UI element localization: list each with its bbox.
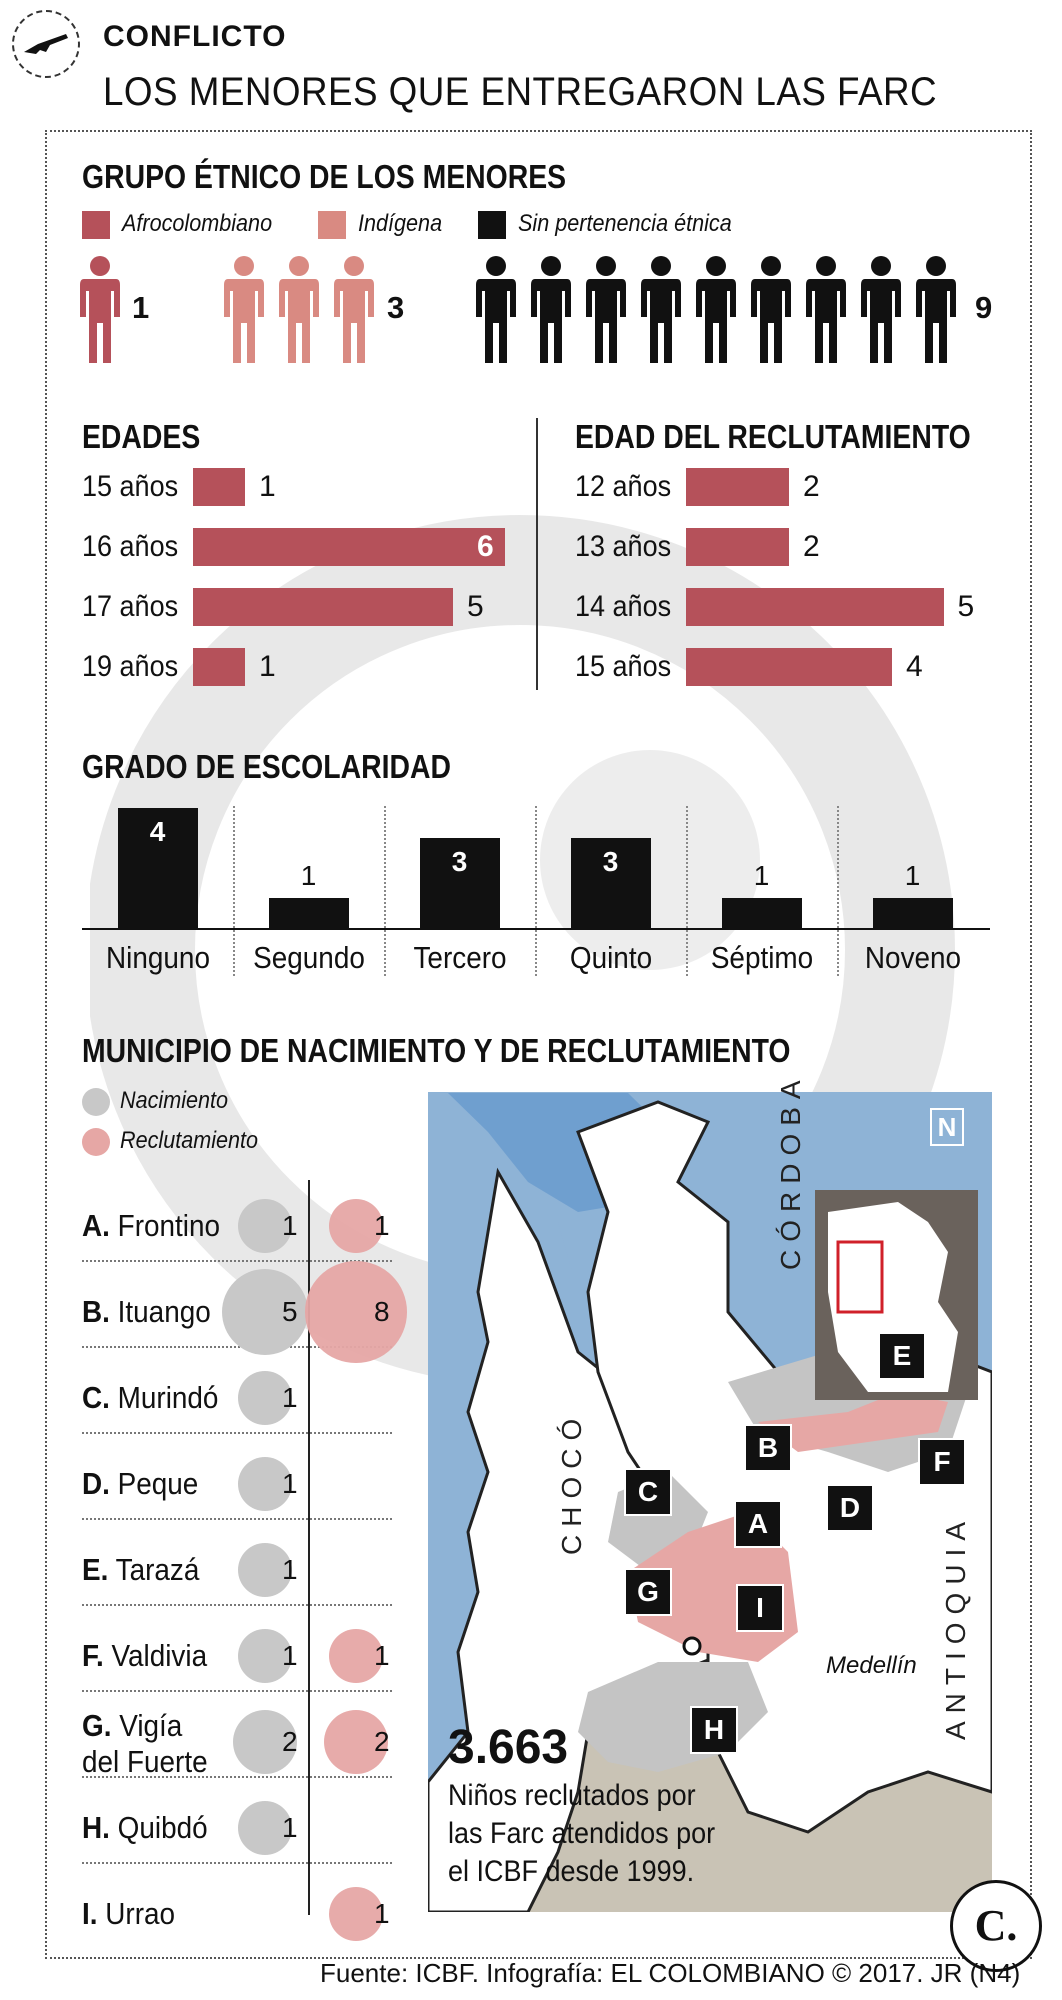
school-separator xyxy=(384,806,386,976)
page-title: LOS MENORES QUE ENTREGARON LAS FARC xyxy=(103,70,938,114)
age-value: 1 xyxy=(259,470,276,503)
person-icon xyxy=(804,255,848,365)
person-icon xyxy=(474,255,518,365)
school-separator xyxy=(233,806,235,976)
map-label-cordoba: CÓRDOBA xyxy=(775,1072,806,1270)
legend-recruit-dot xyxy=(82,1128,110,1156)
recruit-age-title: EDAD DEL RECLUTAMIENTO xyxy=(575,418,971,455)
person-icon xyxy=(584,255,628,365)
recruit-age-value: 2 xyxy=(803,470,820,503)
rifle-icon xyxy=(12,10,80,78)
person-icon xyxy=(749,255,793,365)
school-separator xyxy=(837,806,839,976)
recruit-age-label: 14 años xyxy=(575,590,672,623)
ethnic-count-sin: 9 xyxy=(975,290,993,325)
muni-row-separator xyxy=(82,1776,392,1778)
age-label: 16 años xyxy=(82,530,179,563)
muni-row-separator xyxy=(82,1690,392,1692)
person-icon xyxy=(639,255,683,365)
school-value: 3 xyxy=(602,846,619,877)
birth-count: 5 xyxy=(282,1296,298,1327)
person-icon xyxy=(222,255,266,365)
muni-label: F. Valdivia xyxy=(82,1638,208,1673)
stat-line-2: las Farc atendidos por xyxy=(448,1817,716,1850)
age-value: 6 xyxy=(477,530,494,563)
school-value: 1 xyxy=(300,860,317,891)
person-icon xyxy=(694,255,738,365)
recruit-age-value: 2 xyxy=(803,530,820,563)
stat-number: 3.663 xyxy=(448,1721,569,1774)
school-separator xyxy=(535,806,537,976)
school-category: Ninguno xyxy=(105,940,210,975)
map-marker-h: H xyxy=(690,1706,738,1754)
divider xyxy=(536,418,538,690)
muni-row-separator xyxy=(82,1604,392,1606)
recruit-count: 1 xyxy=(374,1640,390,1671)
birth-count: 1 xyxy=(282,1382,298,1413)
school-title: GRADO DE ESCOLARIDAD xyxy=(82,748,451,785)
muni-row-separator xyxy=(82,1518,392,1520)
birth-count: 2 xyxy=(282,1726,298,1757)
map-marker-d: D xyxy=(826,1484,874,1532)
map-marker-a: A xyxy=(734,1500,782,1548)
legend-swatch-afro xyxy=(82,211,110,239)
school-category: Tercero xyxy=(412,940,507,975)
map-city-label: Medellín xyxy=(826,1652,917,1679)
school-bar xyxy=(873,898,953,928)
recruit-age-bar xyxy=(686,468,789,506)
muni-row-separator xyxy=(82,1862,392,1864)
recruit-age-label: 15 años xyxy=(575,650,672,683)
muni-label: I. Urrao xyxy=(82,1896,176,1931)
school-bar xyxy=(269,898,349,928)
age-bar xyxy=(193,648,245,686)
muni-label: C. Murindó xyxy=(82,1380,219,1415)
map-label-choco: CHOCÓ xyxy=(556,1410,587,1555)
legend-label-afro: Afrocolombiano xyxy=(122,210,273,237)
age-value: 1 xyxy=(259,650,276,683)
person-icon xyxy=(914,255,958,365)
recruit-circle xyxy=(305,1261,407,1363)
school-category: Noveno xyxy=(864,940,961,975)
muni-label: D. Peque xyxy=(82,1466,199,1501)
recruit-count: 2 xyxy=(374,1726,390,1757)
school-separator xyxy=(686,806,688,976)
map-marker-g: G xyxy=(624,1568,672,1616)
age-label: 15 años xyxy=(82,470,179,503)
person-icon xyxy=(529,255,573,365)
person-icon xyxy=(859,255,903,365)
legend-label-sin: Sin pertenencia étnica xyxy=(518,210,732,237)
school-category: Quinto xyxy=(569,940,652,975)
birth-count: 1 xyxy=(282,1812,298,1843)
age-label: 17 años xyxy=(82,590,179,623)
ethnic-title: GRUPO ÉTNICO DE LOS MENORES xyxy=(82,158,567,195)
birth-count: 1 xyxy=(282,1210,298,1241)
recruit-age-bar xyxy=(686,588,944,626)
person-icon xyxy=(332,255,376,365)
age-value: 5 xyxy=(467,590,484,623)
footer-credit: Fuente: ICBF. Infografía: EL COLOMBIANO © 2017. JR (N4) xyxy=(320,1958,1021,1988)
recruit-age-value: 4 xyxy=(906,650,923,683)
legend-birth-label: Nacimiento xyxy=(120,1087,229,1114)
medellin-marker xyxy=(684,1638,700,1654)
school-value: 3 xyxy=(451,846,468,877)
recruit-age-value: 5 xyxy=(957,590,975,623)
muni-label: B. Ituango xyxy=(82,1294,211,1329)
muni-label: H. Quibdó xyxy=(82,1810,208,1845)
age-bar xyxy=(193,528,505,566)
age-label: 19 años xyxy=(82,650,179,683)
map-marker-c: C xyxy=(624,1468,672,1516)
recruit-count: 1 xyxy=(374,1210,390,1241)
legend-swatch-indigena xyxy=(318,211,346,239)
map-marker-f: F xyxy=(918,1438,966,1486)
legend-birth-dot xyxy=(82,1088,110,1116)
stat-line-3: el ICBF desde 1999. xyxy=(448,1855,695,1888)
recruit-count: 1 xyxy=(374,1898,390,1929)
school-bar xyxy=(722,898,802,928)
map-marker-b: B xyxy=(744,1424,792,1472)
ethnic-count-afro: 1 xyxy=(132,290,150,325)
age-bar xyxy=(193,588,453,626)
recruit-age-label: 12 años xyxy=(575,470,672,503)
muni-label: E. Tarazá xyxy=(82,1552,200,1587)
recruit-age-bar xyxy=(686,528,789,566)
school-value: 4 xyxy=(149,816,166,847)
birth-count: 1 xyxy=(282,1554,298,1585)
legend-label-indigena: Indígena xyxy=(358,210,443,237)
muni-label: A. Frontino xyxy=(82,1208,221,1243)
map-marker-i: I xyxy=(736,1584,784,1632)
muni-label: G. Vigía del Fuerte xyxy=(82,1708,208,1779)
muni-title: MUNICIPIO DE NACIMIENTO Y DE RECLUTAMIENTO xyxy=(82,1032,791,1069)
section-kicker: CONFLICTO xyxy=(103,20,287,53)
school-value: 1 xyxy=(753,860,770,891)
brand-logo: C. xyxy=(950,1880,1042,1972)
birth-count: 1 xyxy=(282,1468,298,1499)
age-bar xyxy=(193,468,245,506)
stat-text xyxy=(448,1777,715,1891)
recruit-age-label: 13 años xyxy=(575,530,672,563)
ages-title: EDADES xyxy=(82,418,201,455)
recruit-count: 8 xyxy=(374,1296,390,1327)
stat-line-1: Niños reclutados por xyxy=(448,1779,696,1812)
legend-swatch-sin xyxy=(478,211,506,239)
map-marker-e: E xyxy=(878,1332,926,1380)
recruit-age-bar xyxy=(686,648,892,686)
birth-count: 1 xyxy=(282,1640,298,1671)
map-label-antioquia: ANTIOQUIA xyxy=(940,1513,971,1740)
school-category: Segundo xyxy=(252,940,365,975)
muni-row-separator xyxy=(82,1432,392,1434)
ethnic-count-indigena: 3 xyxy=(387,290,405,325)
person-icon xyxy=(78,255,122,365)
person-icon xyxy=(277,255,321,365)
north-arrow-icon: N xyxy=(930,1108,964,1146)
legend-recruit-label: Reclutamiento xyxy=(120,1127,259,1154)
school-value: 1 xyxy=(904,860,921,891)
school-category: Séptimo xyxy=(710,940,813,975)
